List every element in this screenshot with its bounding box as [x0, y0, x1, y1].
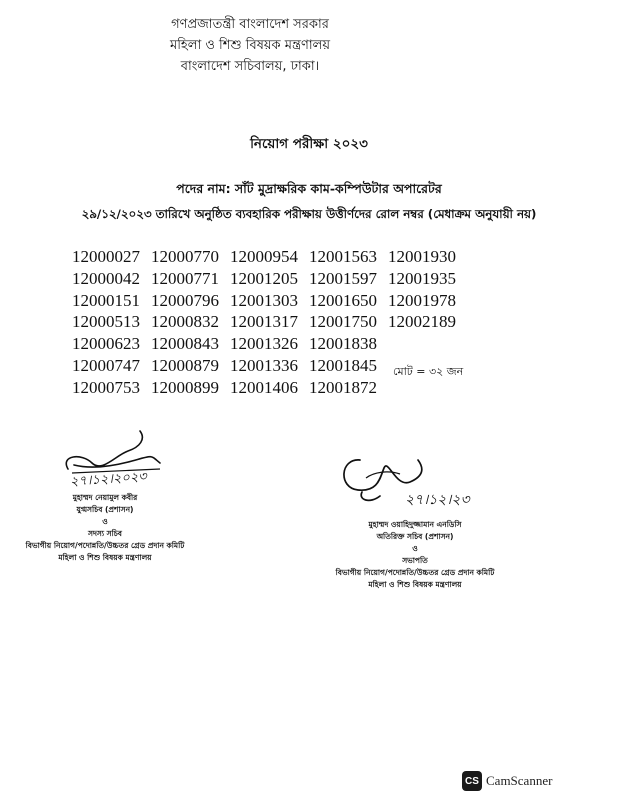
roll-number: 12001303 [230, 290, 298, 310]
camscanner-watermark [462, 771, 552, 791]
roll-number: 12001930 [388, 247, 456, 266]
ministry-line: মহিলা ও শিশু বিষয়ক মন্ত্রণালয় [169, 38, 331, 53]
notice-line: ২৯/১২/২০২৩ তারিখে অনুষ্ঠিত ব্যবহারিক পরীক্ষায় উত্তীর্ণদের রোল নম্বর (মেধাক্রম অনুযায়ী নয়) [81, 207, 537, 221]
signature-date-left: ২৭।১২।২০২৩ [69, 469, 148, 490]
letterhead [0, 14, 500, 77]
roll-row [72, 290, 467, 312]
ministry-left: মহিলা ও শিশু বিষয়ক মন্ত্রণালয় [58, 553, 152, 562]
roll-number: 12001406 [230, 377, 298, 397]
conjunction-right: ও [412, 544, 418, 553]
roll-number: 12000753 [72, 377, 140, 397]
roll-number: 12000513 [72, 312, 140, 332]
signatory-designation-left: যুগ্মসচিব (প্রশাসন) [76, 505, 134, 514]
roll-number: 12000832 [151, 312, 219, 332]
signature-block-left [20, 425, 190, 605]
roll-number: 12001597 [309, 268, 377, 288]
roll-number: 12001872 [309, 377, 377, 397]
roll-number: 12000879 [151, 355, 219, 375]
roll-number: 12001845 [309, 355, 377, 375]
signature-block-right [300, 448, 530, 598]
committee-right: বিভাগীয় নিয়োগ/পদোন্নতি/উচ্চতর গ্রেড প্রদান কমিটি [335, 568, 495, 577]
signatory-name-left: মুহাম্মদ নেয়ামুল কবীর [72, 493, 138, 502]
conjunction-left: ও [102, 517, 108, 526]
roll-number: 12001317 [230, 312, 298, 332]
roll-number: 12000954 [230, 247, 298, 266]
signatory-role-left: সদস্য সচিব [88, 529, 122, 538]
exam-title: নিয়োগ পরীক্ষা ২০২৩ [250, 136, 368, 152]
roll-row [72, 246, 467, 268]
ministry-right: মহিলা ও শিশু বিষয়ক মন্ত্রণালয় [368, 580, 462, 589]
roll-number: 12001935 [388, 268, 456, 288]
roll-row [72, 333, 467, 355]
roll-number: 12001205 [230, 268, 298, 288]
roll-number: 12001563 [309, 247, 377, 266]
roll-number: 12000027 [72, 247, 140, 266]
secretariat-line: বাংলাদেশ সচিবালয়, ঢাকা। [180, 59, 320, 74]
roll-row [72, 268, 467, 290]
roll-number: 12000770 [151, 247, 219, 266]
roll-number: 12000151 [72, 290, 140, 310]
roll-number: 12001750 [309, 312, 377, 332]
camscanner-label: CamScanner [486, 773, 553, 788]
camscanner-icon: CS [462, 771, 482, 791]
roll-number: 12000771 [151, 268, 219, 288]
roll-row [72, 311, 467, 333]
roll-number: 12000042 [72, 268, 140, 288]
signatory-designation-right: অতিরিক্ত সচিব (প্রশাসন) [376, 532, 454, 541]
roll-number: 12000899 [151, 377, 219, 397]
roll-number: 12000796 [151, 290, 219, 310]
roll-number: 12000623 [72, 334, 140, 354]
post-name: পদের নাম: সাঁট মুদ্রাক্ষরিক কাম-কম্পিউটার অপারেটর [176, 181, 442, 196]
roll-number: 12002189 [388, 312, 456, 332]
roll-number: 12000747 [72, 355, 140, 375]
roll-number: 12000843 [151, 334, 219, 354]
roll-number: 12001336 [230, 355, 298, 375]
roll-number: 12001838 [309, 334, 377, 354]
roll-number: 12001978 [388, 290, 456, 310]
government-line: গণপ্রজাতন্ত্রী বাংলাদেশ সরকার [171, 17, 329, 32]
signature-date-right: ২৭।১২।২৩ [405, 492, 470, 508]
signatory-role-right: সভাপতি [402, 556, 428, 565]
total-count: মোট = ৩২ জন [393, 365, 464, 378]
signatory-name-right: মুহাম্মদ ওয়াহিদুজ্জামান এনডিসি [368, 520, 462, 529]
roll-number: 12001650 [309, 290, 377, 310]
roll-number: 12001326 [230, 334, 298, 354]
committee-left: বিভাগীয় নিয়োগ/পদোন্নতি/উচ্চতর গ্রেড প্রদান কমিটি [25, 541, 185, 550]
